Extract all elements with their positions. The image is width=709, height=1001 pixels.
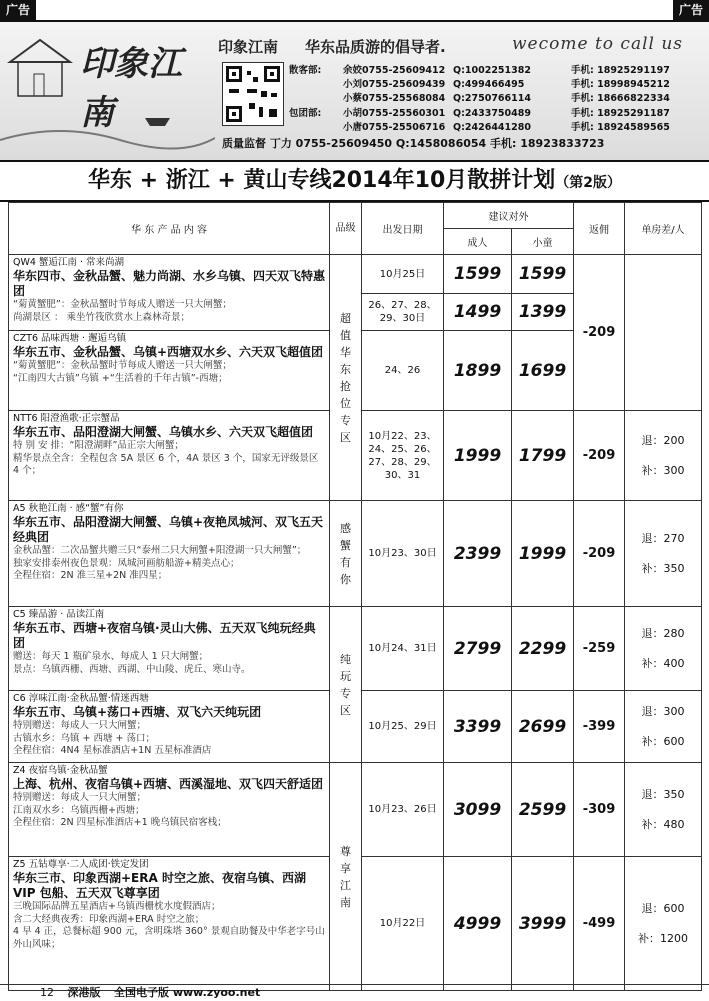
product-note: “菊黄蟹肥”：金秋品蟹时节每成人赠送一只大闸蟹； [13,360,232,372]
single-refund: 退：600 [641,901,685,915]
category-cell: 尊享江南 [330,763,362,991]
table-row [9,607,702,691]
single-refund: 退：300 [641,704,685,718]
brand-tagline: 华东品质游的倡导者. [305,38,446,56]
ad-label-right: 广告 [673,0,709,20]
agency-header [0,22,709,160]
child-price: 2699 [512,691,574,763]
brand-name: 印象江南 [218,38,279,56]
page-title-bar [0,160,709,202]
product-note: 全程住宿：2N 准三星+2N 准四星； [13,570,168,582]
departure-date: 10月23、30日 [362,501,444,607]
contact-name: 小刘0755-25609439 [343,79,446,91]
rebate-cell: -209 [574,501,625,607]
adult-price: 1499 [444,294,512,331]
product-note: 特 别 安 排：“阳澄湖畔”品正宗大闸蟹； [13,440,184,452]
single-cell [625,763,702,857]
contact-qq: Q:1002251382 [453,65,531,76]
adult-price: 3399 [444,691,512,763]
product-note: 尚湖景区 ： 乘坐竹筏欣赏水上森林奇景； [13,311,191,323]
departure-date: 26、27、28、29、30日 [362,294,444,331]
product-note: 古镇水乡：乌镇 + 西塘 + 荡口； [13,732,155,744]
contact-row [289,121,670,135]
adult-price: 1599 [444,255,512,294]
product-cell [9,331,330,411]
child-price: 1399 [512,294,574,331]
single-supplement: 补：350 [641,561,685,575]
single-cell [625,857,702,991]
product-note: 含二大经典夜秀：印象西湖+ERA 时空之旅； [13,913,205,925]
child-price: 1999 [512,501,574,607]
product-code: QW4 蟹逅江南 · 常来尚湖 [13,257,124,268]
adult-price: 4999 [444,857,512,991]
header-child: 小童 [512,229,574,255]
header-product: 华 东 产 品 内 容 [9,203,330,255]
single-supplement: 补：480 [641,817,685,831]
product-cell [9,763,330,857]
footer-edition: 深港版 [67,986,101,999]
product-note: 全程住宿：4N4 星标准酒店+1N 五星标准酒店 [13,745,212,757]
header-grade: 品级 [330,203,362,255]
contact-qq: Q:2433750489 [453,107,531,119]
single-cell [625,501,702,607]
table-row [9,763,702,857]
rebate-cell: -259 [574,607,625,691]
single-supplement: 补：600 [641,734,685,748]
product-code: Z4 夜宿乌镇·金秋品蟹 [13,765,108,776]
child-price: 1699 [512,331,574,411]
product-route: 华东五市、西塘+夜宿乌镇·灵山大佛、五天双飞纯玩经典团 [13,621,316,651]
product-note: 特别赠送：每成人一只大闸蟹； [13,792,147,804]
contact-row [289,92,670,106]
adult-price: 1999 [444,411,512,501]
contact-label [289,92,343,106]
product-cell [9,607,330,691]
header-departure: 出发日期 [362,203,444,255]
product-code: C5 臻品游 · 品读江南 [13,609,105,620]
contact-label: 包团部: [289,107,322,119]
quality-supervision: 质量监督 丁力 0755-25609450 Q:1458086054 手机: 18923833723 [222,137,605,150]
contact-name: 小蔡0755-25568084 [343,93,446,105]
departure-date: 10月25、29日 [362,691,444,763]
departure-date: 10月24、31日 [362,607,444,691]
product-note: 景点：乌镇西栅、西塘、西湖、中山陵、虎丘、寒山寺。 [13,663,251,675]
product-note: “菊黄蟹肥”：金秋品蟹时节每成人赠送一只大闸蟹； [13,299,232,311]
header-adult: 成人 [444,229,512,255]
product-note: 特别赠送：每成人一只大闸蟹； [13,720,147,732]
qr-code-icon [222,62,284,126]
product-cell [9,255,330,331]
departure-date: 10月23、26日 [362,763,444,857]
contact-mobile: 手机: 18666822334 [571,93,670,105]
product-note: 金秋品蟹：二次品蟹共赠三只“泰州二只大闸蟹+阳澄湖一只大闸蟹”； [13,545,307,557]
product-cell [9,691,330,763]
adult-price: 2399 [444,501,512,607]
footer-site: 全国电子版 www.zyoo.net [114,986,261,999]
ad-label-left: 广告 [0,0,36,20]
contact-qq: Q:2750766114 [453,93,531,105]
header-rebate: 返佣 [574,203,625,255]
single-refund: 退：280 [641,626,685,640]
child-price: 1799 [512,411,574,501]
product-note: 4 早 4 正，总餐标超 900 元，含明珠塔 360° 景观自助餐及中华老字号山外山风味； [13,926,325,950]
category-cell: 超值华东抢位专区 [330,255,362,501]
single-cell [625,607,702,691]
product-code: A5 秋艳江南 · 感“蟹”有你 [13,503,124,514]
product-note: 全程住宿：2N 四星标准酒店+1 晚乌镇民宿客栈； [13,817,227,829]
contact-label [289,78,343,92]
departure-date: 10月22、23、24、25、26、27、28、29、30、31 [362,411,444,501]
product-route: 华东五市、乌镇+荡口+西塘、双飞六天纯玩团 [13,705,262,720]
adult-price: 1899 [444,331,512,411]
single-supplement: 补：300 [641,463,685,477]
rebate-cell: -399 [574,691,625,763]
page-title: 华东 + 浙江 + 黄山专线2014年10月散拼计划（第2版） [87,168,622,193]
adult-price: 3099 [444,763,512,857]
product-route: 上海、杭州、夜宿乌镇+西塘、西溪湿地、双飞四天舒适团 [13,777,324,792]
contact-mobile: 手机: 18925291187 [571,107,670,119]
single-cell [625,691,702,763]
product-cell [9,857,330,991]
rebate-cell: -209 [574,411,625,501]
product-code: NTT6 阳澄渔歌·正宗蟹品 [13,413,120,424]
contact-name: 小胡0755-25560301 [343,107,446,119]
single-cell [625,411,702,501]
rebate-cell: -499 [574,857,625,991]
product-note: 独家安排泰州夜色景观：凤城河画舫船游+精美点心； [13,557,240,569]
contact-label: 散客部: [289,65,322,76]
product-cell [9,411,330,501]
single-supplement: 补：1200 [638,931,688,945]
contact-row [289,107,670,121]
product-note: 三晚国际品牌五星酒店+乌镇西栅枕水度假酒店； [13,901,221,913]
edition-label: （第2版） [555,175,622,191]
single-supplement: 补：400 [641,656,685,670]
product-route: 华东三市、印象西湖+ERA 时空之旅、夜宿乌镇、西湖 VIP 包船、五天双飞尊享团 [13,871,306,901]
table-row [9,255,702,294]
header-suggested: 建议对外 [444,203,574,229]
single-refund: 退：350 [641,787,685,801]
contact-name: 小唐0755-25506716 [343,121,446,133]
contact-qq: Q:499466495 [453,79,525,91]
product-note: 赠送：每天 1 瓶矿泉水、每成人 1 只大闸蟹； [13,651,209,663]
rebate-cell: -209 [574,255,625,411]
departure-date: 10月25日 [362,255,444,294]
contact-mobile: 手机: 18925291197 [571,65,670,76]
child-price: 3999 [512,857,574,991]
table-row [9,501,702,607]
contact-mobile: 手机: 18998945212 [571,79,670,91]
header-single: 单房差/人 [625,203,702,255]
category-cell: 感蟹有你 [330,501,362,607]
page-number: 12 [40,986,54,999]
page-footer [0,984,709,1001]
contact-list [289,64,670,135]
rebate-cell: -309 [574,763,625,857]
child-price: 2599 [512,763,574,857]
departure-date: 24、26 [362,331,444,411]
product-code: C6 淳味江南·金秋品蟹·情迷西塘 [13,693,149,704]
departure-date: 10月22日 [362,857,444,991]
contact-row [289,64,670,78]
itinerary-table [8,202,702,991]
product-code: CZT6 品味西塘 · 邂逅乌镇 [13,333,127,344]
product-route: 华东五市、金秋品蟹、乌镇+西塘双水乡、六天双飞超值团 [13,345,324,360]
single-refund: 退：200 [641,433,685,447]
brand-english: wecome to call us [512,34,684,54]
contact-row [289,78,670,92]
child-price: 2299 [512,607,574,691]
contact-label [289,121,343,135]
product-route: 华东四市、金秋品蟹、魅力尚湖、水乡乌镇、四天双飞特惠团 [13,269,326,299]
category-cell: 纯玩专区 [330,607,362,763]
contact-mobile: 手机: 18924589565 [571,121,670,133]
product-route: 华东五市、品阳澄湖大闸蟹、乌镇水乡、六天双飞超值团 [13,425,314,440]
single-cell [625,255,702,411]
product-note: 精华景点全含：全程包含 5A 景区 6 个，4A 景区 3 个，国家无评级景区 4 个； [13,452,319,477]
product-route: 华东五市、品阳澄湖大闸蟹、乌镇+夜艳凤城河、双飞五天经典团 [13,515,324,545]
logo [0,22,215,160]
single-refund: 退：270 [641,531,685,545]
contact-qq: Q:2426441280 [453,121,531,133]
adult-price: 2799 [444,607,512,691]
product-note: 江南双水乡：乌镇西栅+西塘； [13,804,145,816]
product-cell [9,501,330,607]
product-code: Z5 五钻尊享·二人成团·铁定发团 [13,859,149,870]
child-price: 1599 [512,255,574,294]
contact-name: 余姣0755-25609412 [343,65,446,76]
product-note: “江南四大古镇”乌镇 +“生活着的千年古镇”-西塘； [13,372,228,384]
logo-text: 印象江南 [80,44,182,133]
